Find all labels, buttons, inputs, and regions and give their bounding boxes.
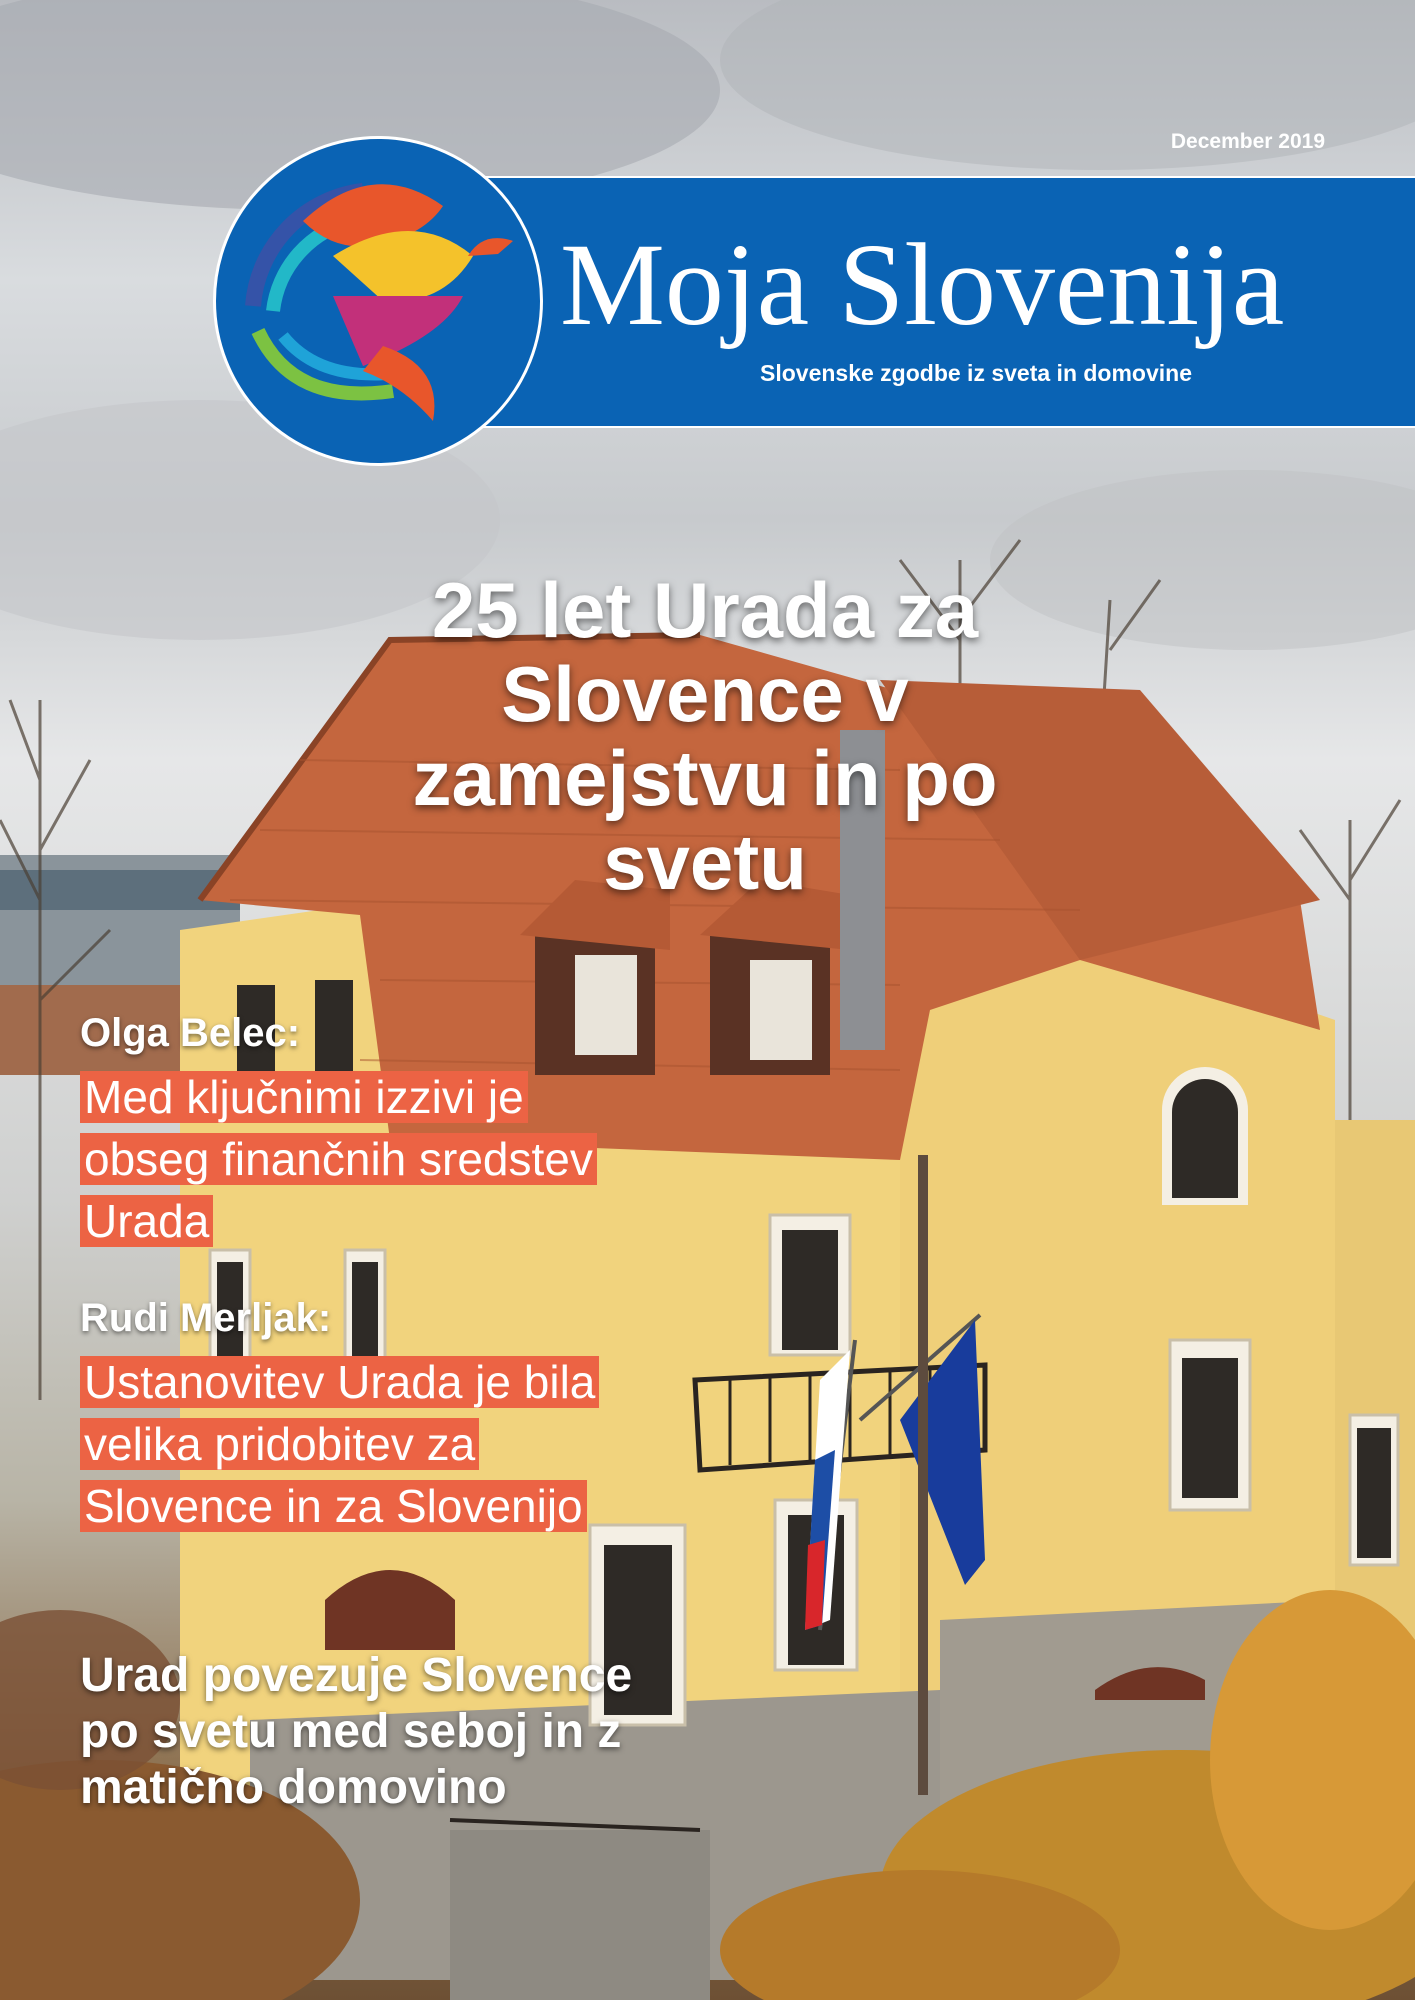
cover-tagline: Urad povezuje Slovence po svetu med seboj in z matično domovino [80, 1649, 633, 1814]
cover-story-2 [80, 1295, 640, 1537]
quote-highlight: Med ključnimi izzivi je obseg finančnih sredstev Urada [80, 1071, 597, 1247]
cover-headline: 25 let Urada za Slovence v zamejstvu in po svetu [412, 566, 998, 906]
magazine-title: Moja Slovenija [560, 219, 1285, 350]
story-speaker: Olga Belec: [80, 1011, 301, 1055]
story-quote [80, 1351, 640, 1537]
story-speaker: Rudi Merljak: [80, 1296, 332, 1340]
quote-highlight: Ustanovitev Urada je bila velika pridobitev za Slovence in za Slovenijo [80, 1356, 599, 1532]
cover-story-1 [80, 1010, 600, 1252]
issue-date: December 2019 [1170, 130, 1325, 153]
magazine-subtitle: Slovenske zgodbe iz sveta in domovine [760, 360, 1193, 386]
story-quote [80, 1066, 600, 1252]
swallow-logo-icon [213, 136, 543, 466]
